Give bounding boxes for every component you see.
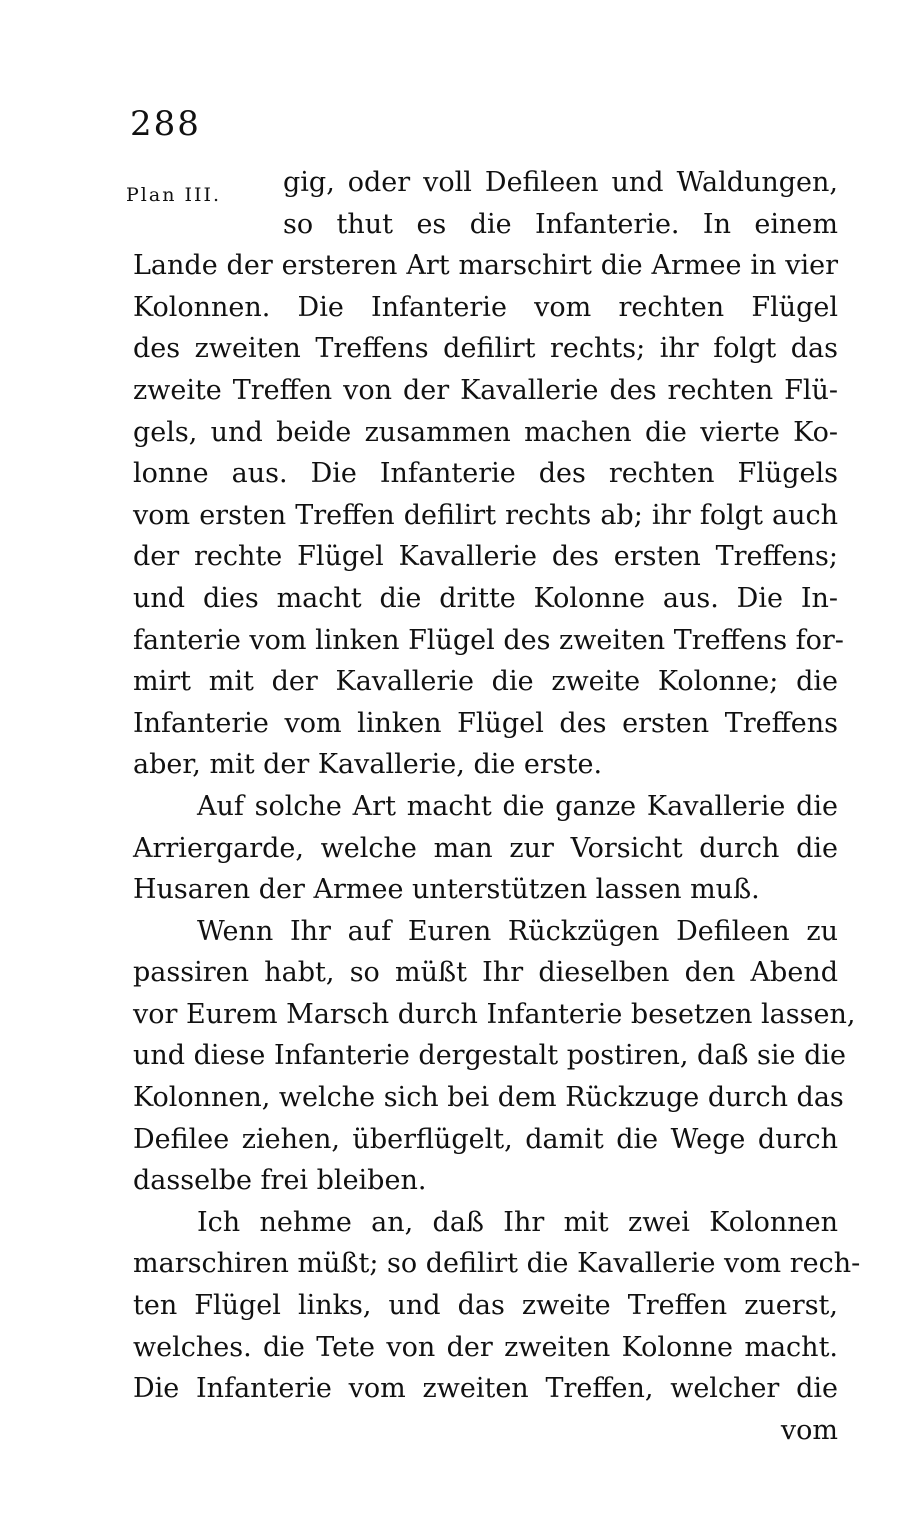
text-line: gels, und beide zusammen machen die vierte Ko-: [133, 416, 838, 448]
text-line: der rechte Flügel Kavallerie des ersten Treffens;: [133, 541, 838, 573]
text-line: aber, mit der Kavallerie, die erste.: [133, 749, 603, 781]
text-line: so thut es die Infanterie. In einem: [283, 208, 838, 240]
text-line: Wenn Ihr auf Euren Rückzügen Defileen zu: [197, 915, 838, 947]
text-line: fanterie vom linken Flügel des zweiten Treffens for-: [133, 624, 844, 656]
text-line: Kolonnen, welche sich bei dem Rückzuge durch das: [133, 1082, 844, 1114]
text-line: passiren habt, so müßt Ihr dieselben den Abend: [133, 957, 838, 989]
catchword: vom: [780, 1414, 838, 1446]
text-line: welches. die Tete von der zweiten Kolonne macht.: [133, 1331, 838, 1363]
text-line: gig, oder voll Defileen und Waldungen,: [283, 167, 838, 198]
text-line: und diese Infanterie dergestalt postiren, daß sie die: [133, 1040, 846, 1072]
text-line: Husaren der Armee unterstützen lassen muß.: [133, 874, 760, 906]
text-line: marschiren müßt; so defilirt die Kavallerie vom rech-: [133, 1248, 861, 1280]
text-line: mirt mit der Kavallerie die zweite Kolonne; die: [133, 666, 838, 698]
text-line: Arriergarde, welche man zur Vorsicht durch die: [133, 832, 838, 864]
text-line: Ich nehme an, daß Ihr mit zwei Kolonnen: [197, 1206, 838, 1238]
text-line: Infanterie vom linken Flügel des ersten Treffens: [133, 707, 838, 739]
margin-note: Plan III.: [126, 184, 222, 206]
text-line: zweite Treffen von der Kavallerie des rechten Flü-: [133, 374, 838, 406]
text-line: vom ersten Treffen defilirt rechts ab; ihr folgt auch: [133, 499, 838, 531]
text-line: Kolonnen. Die Infanterie vom rechten Flügel: [133, 291, 838, 323]
text-line: Auf solche Art macht die ganze Kavallerie die: [197, 790, 838, 822]
page-number: 288: [130, 104, 201, 144]
text-line: Defilee ziehen, überflügelt, damit die Wege durch: [133, 1123, 838, 1155]
text-line: vor Eurem Marsch durch Infanterie besetzen lassen,: [133, 998, 856, 1030]
text-line: Die Infanterie vom zweiten Treffen, welcher die: [133, 1373, 838, 1405]
body-text: [133, 162, 861, 1451]
text-line: des zweiten Treffens defilirt rechts; ihr folgt das: [133, 333, 838, 365]
text-line: Lande der ersteren Art marschirt die Armee in vier: [133, 250, 838, 282]
text-line: ten Flügel links, und das zweite Treffen zuerst,: [133, 1290, 838, 1322]
text-line: dasselbe frei bleiben.: [133, 1165, 427, 1197]
text-line: und dies macht die dritte Kolonne aus. Die In-: [133, 582, 838, 614]
text-line: lonne aus. Die Infanterie des rechten Flügels: [133, 458, 838, 490]
